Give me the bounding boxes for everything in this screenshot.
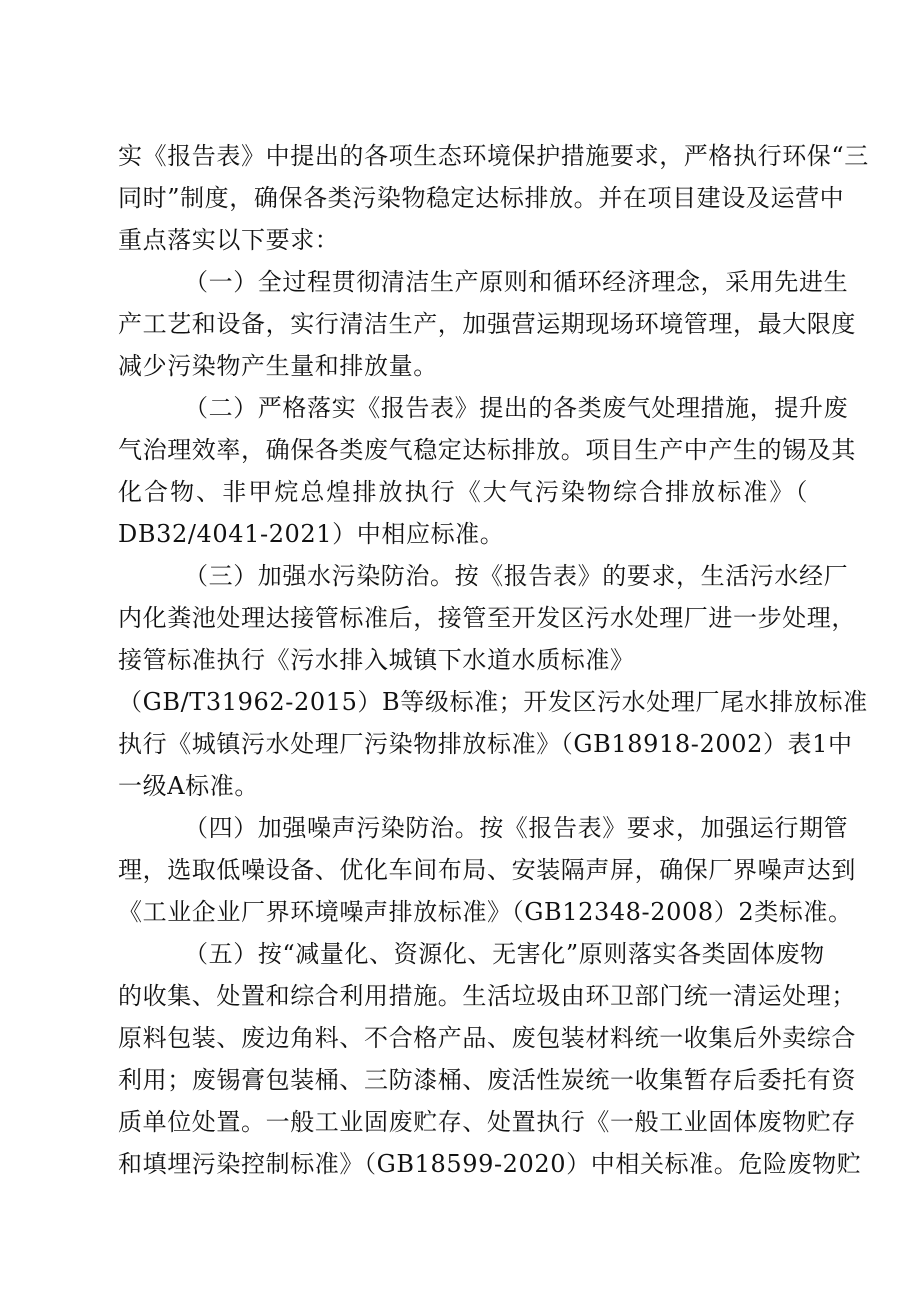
text-line: 同时”制度，确保各类污染物稳定达标排放。并在项目建设及运营中: [118, 184, 845, 212]
paragraph-2-start: （二）严格落实《报告表》提出的各类废气处理措施，提升废: [184, 394, 849, 422]
text-line: 和填埋污染控制标准》（GB18599-2020）中相关标准。危险废物贮: [118, 1150, 862, 1178]
text-line: 原料包装、废边角料、不合格产品、废包装材料统一收集后外卖综合: [118, 1024, 856, 1052]
text-line: 内化粪池处理达接管标准后，接管至开发区污水处理厂进一步处理，: [118, 604, 856, 632]
text-line: 产工艺和设备，实行清洁生产，加强营运期现场环境管理，最大限度: [118, 310, 856, 338]
text-line: DB32/4041-2021）中相应标准。: [118, 520, 505, 548]
text-line: 理，选取低噪设备、优化车间布局、安装隔声屏，确保厂界噪声达到: [118, 856, 856, 884]
text-line: 一级A标准。: [118, 772, 259, 800]
paragraph-1-start: （一）全过程贯彻清洁生产原则和循环经济理念，采用先进生: [184, 268, 849, 296]
paragraph-3-start: （三）加强水污染防治。按《报告表》的要求，生活污水经厂: [184, 562, 849, 590]
paragraph-4-start: （四）加强噪声污染防治。按《报告表》要求，加强运行期管: [184, 814, 849, 842]
text-line: 执行《城镇污水处理厂污染物排放标准》（GB18918-2002）表1中: [118, 730, 853, 758]
text-line: 质单位处置。一般工业固废贮存、处置执行《一般工业固体废物贮存: [118, 1108, 856, 1136]
text-line: 《工业企业厂界环境噪声排放标准》（GB12348-2008）2类标准。: [118, 898, 853, 926]
text-line: 接管标准执行《污水排入城镇下水道水质标准》: [118, 646, 635, 674]
text-line: 实《报告表》中提出的各项生态环境保护措施要求，严格执行环保“三: [118, 142, 869, 170]
text-line: （GB/T31962-2015）B等级标准；开发区污水处理厂尾水排放标准: [118, 688, 868, 716]
text-line: 化合物、非甲烷总煌排放执行《大气污染物综合排放标准》（: [118, 478, 808, 506]
text-line: 气治理效率，确保各类废气稳定达标排放。项目生产中产生的锡及其: [118, 436, 856, 464]
text-line: 的收集、处置和综合利用措施。生活垃圾由环卫部门统一清运处理；: [118, 982, 856, 1010]
paragraph-5-start: （五）按“减量化、资源化、无害化”原则落实各类固体废物: [184, 940, 825, 968]
text-line: 减少污染物产生量和排放量。: [118, 352, 438, 380]
text-line: 利用；废锡膏包装桶、三防漆桶、废活性炭统一收集暂存后委托有资: [118, 1066, 856, 1094]
text-line: 重点落实以下要求：: [118, 226, 340, 254]
